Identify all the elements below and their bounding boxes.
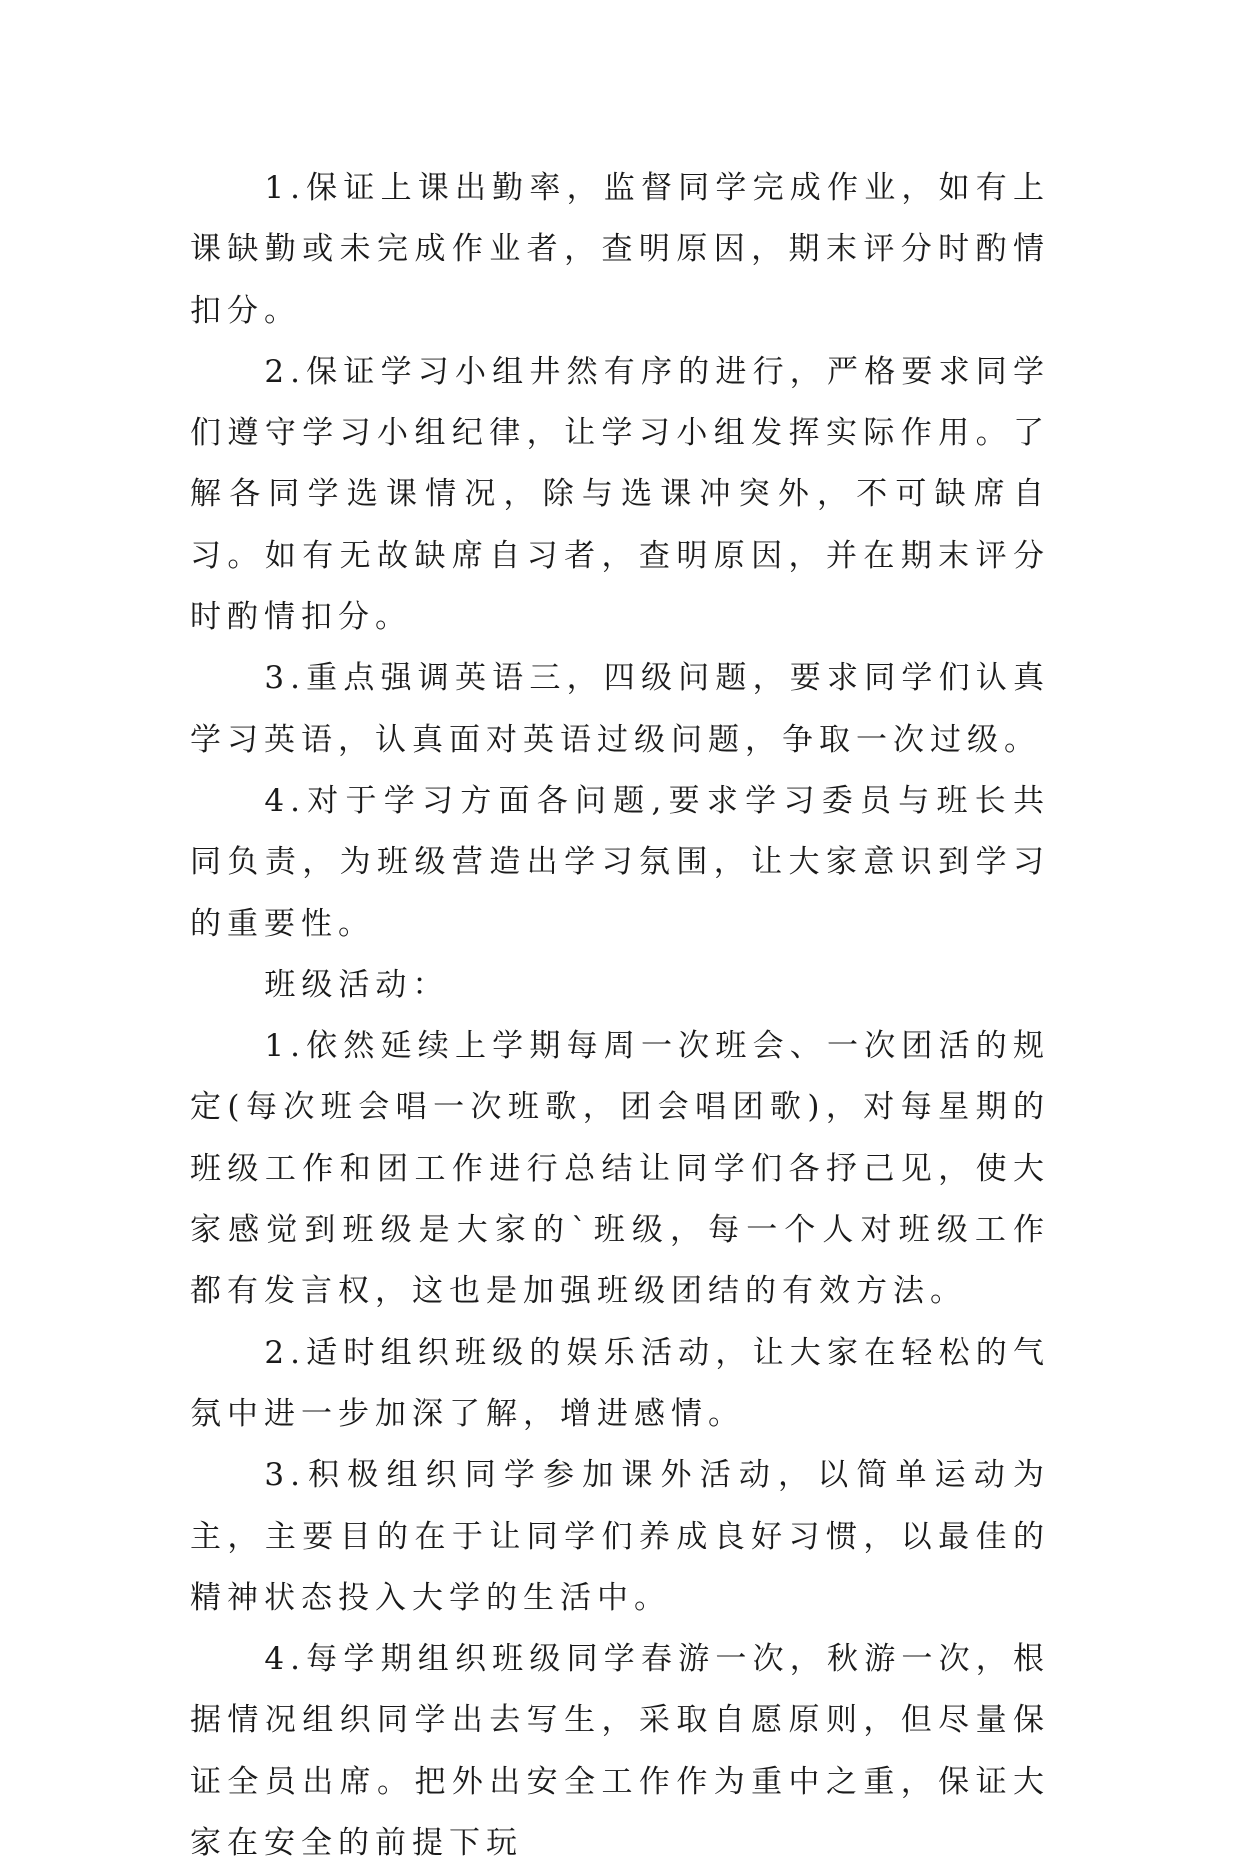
paragraph: 1.依然延续上学期每周一次班会、一次团活的规定(每次班会唱一次班歌，团会唱团歌)，对每星期的班级工作和团工作进行总结让同学们各抒己见，使大家感觉到班级是大家的`班级，每一个人对班级工作都有发言权，这也是加强班级团结的有效方法。 xyxy=(190,1028,1050,1310)
paragraph: 2.保证学习小组井然有序的进行，严格要求同学们遵守学习小组纪律，让学习小组发挥实际作用。了解各同学选课情况，除与选课冲突外，不可缺席自习。如有无故缺席自习者，查明原因，并在期末评分时酌情扣分。 xyxy=(190,353,1050,636)
document-body xyxy=(190,158,1050,1874)
paragraph: 2.适时组织班级的娱乐活动，让大家在轻松的气氛中进一步加深了解，增进感情。 xyxy=(190,1334,1050,1432)
paragraph: 3.重点强调英语三，四级问题，要求同学们认真学习英语，认真面对英语过级问题，争取一次过级。 xyxy=(190,660,1050,758)
section-heading: 班级活动： xyxy=(264,966,450,1003)
paragraph: 4.对于学习方面各问题,要求学习委员与班长共同负责，为班级营造出学习氛围，让大家意识到学习的重要性。 xyxy=(190,782,1050,942)
paragraph: 3.积极组织同学参加课外活动，以简单运动为主，主要目的在于让同学们养成良好习惯，以最佳的精神状态投入大学的生活中。 xyxy=(190,1457,1050,1616)
paragraph: 4.每学期组织班级同学春游一次，秋游一次，根据情况组织同学出去写生，采取自愿原则，但尽量保证全员出席。把外出安全工作作为重中之重，保证大家在安全的前提下玩 xyxy=(190,1641,1050,1862)
paragraph: 1.保证上课出勤率，监督同学完成作业，如有上课缺勤或未完成作业者，查明原因，期末评分时酌情扣分。 xyxy=(190,170,1050,329)
